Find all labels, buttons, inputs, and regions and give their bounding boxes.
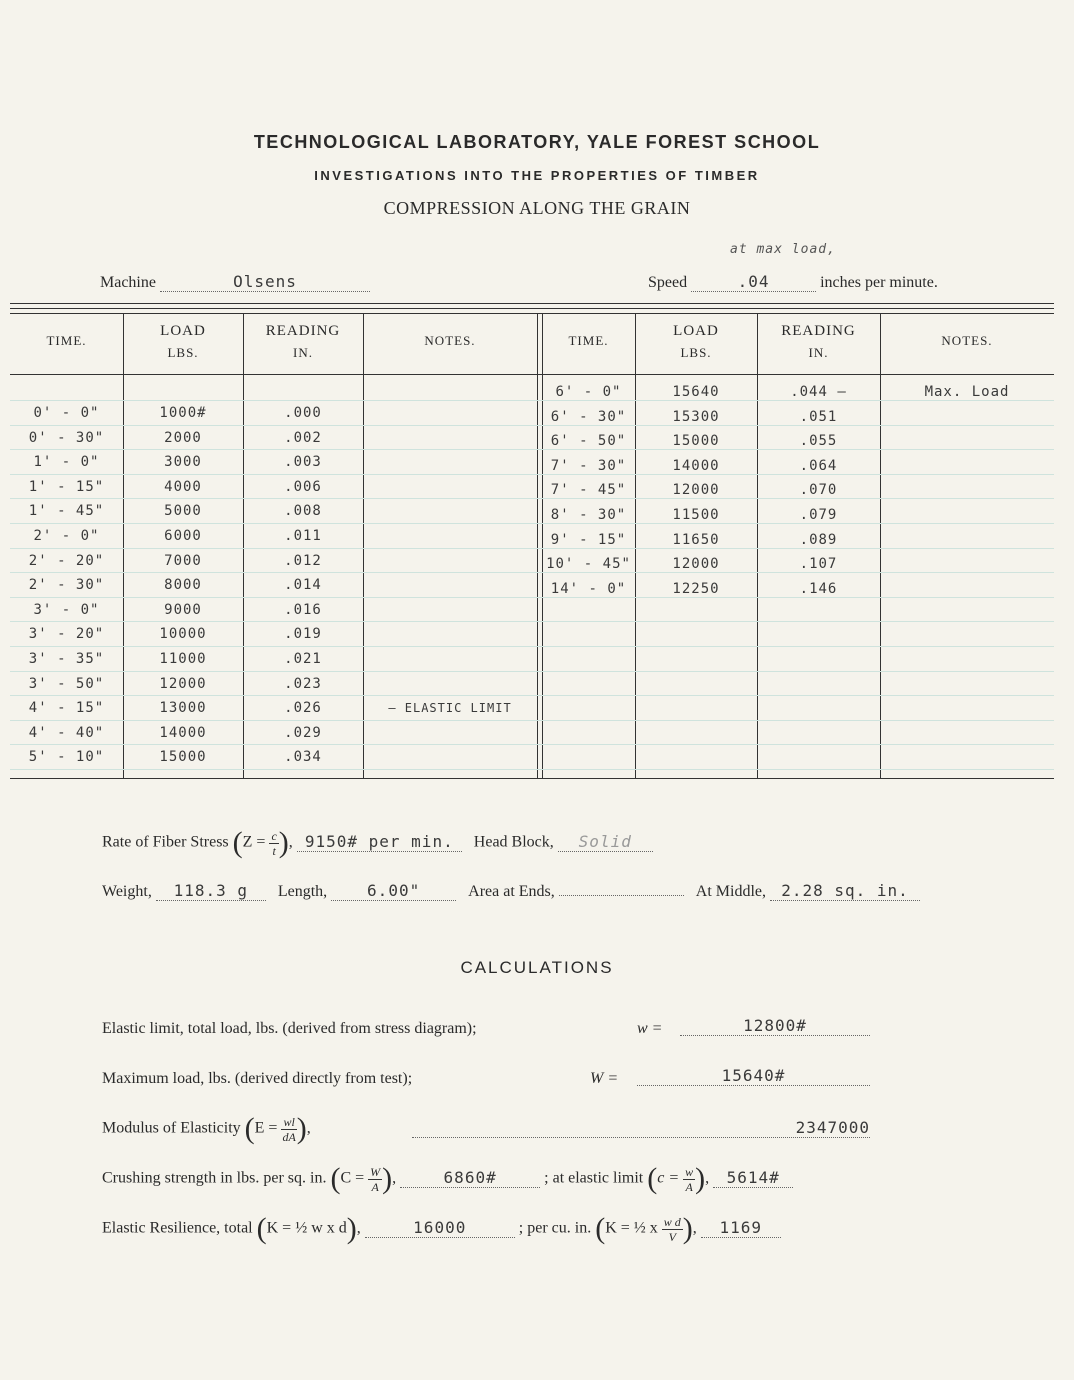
time-cell: 1' - 45" — [28, 503, 105, 520]
load-cell: 12250 — [672, 580, 720, 597]
machine-field[interactable]: Olsens — [160, 272, 370, 292]
time-cell: 6' - 0" — [555, 384, 622, 400]
header-reading-unit: IN. — [293, 345, 313, 360]
machine-label: Machine — [100, 274, 156, 291]
note-cell: Max. Load — [924, 384, 1010, 400]
time-cell: 0' - 0" — [33, 405, 100, 421]
header-load — [123, 320, 243, 364]
reading-cell: .034 — [284, 749, 322, 766]
speed-row — [648, 272, 938, 292]
area-ends-label: Area at Ends, — [468, 883, 555, 900]
load-cell: 13000 — [159, 700, 207, 717]
load-cell: 15000 — [159, 749, 207, 766]
per-cu-field[interactable]: 1169 — [701, 1218, 781, 1238]
header-reading — [243, 320, 363, 364]
max-load-label: Maximum load, lbs. (derived directly from test); — [102, 1070, 413, 1087]
speed-label: Speed — [648, 274, 688, 291]
reading-cell: .064 — [799, 457, 838, 474]
load-cell: 15640 — [672, 384, 720, 400]
resilience-formula: K = ½ w x d — [266, 1219, 347, 1237]
crushing-field[interactable]: 6860# — [400, 1168, 540, 1188]
reading-cell: .012 — [284, 552, 322, 569]
max-load-var: W = — [590, 1070, 619, 1087]
reading-cell: .002 — [284, 429, 322, 446]
reading-cell: .079 — [799, 507, 838, 523]
time-cell: 3' - 35" — [28, 651, 105, 667]
elastic-limit-label: Elastic limit, total load, lbs. (derived from stress diagram); — [102, 1020, 477, 1037]
load-cell: 9000 — [164, 601, 202, 618]
head-block-label: Head Block, — [473, 833, 554, 851]
resilience-field[interactable]: 16000 — [365, 1218, 515, 1238]
reading-cell: .070 — [799, 482, 838, 499]
reading-cell: .089 — [799, 531, 838, 548]
load-cell: 15300 — [672, 408, 720, 425]
reading-cell: .146 — [799, 580, 838, 597]
at-elastic-label: ; at elastic limit — [544, 1169, 644, 1187]
table-bottom-rule — [10, 778, 1054, 779]
header-notes: NOTES. — [424, 333, 476, 348]
max-load-row — [102, 1070, 412, 1088]
reading-cell: .107 — [799, 556, 838, 573]
load-cell: 14000 — [159, 724, 207, 741]
speed-annotation: at max load, — [730, 242, 836, 257]
weight-row — [102, 881, 920, 901]
header-time-right: TIME. — [568, 333, 609, 348]
header-load-label: LOAD — [160, 323, 206, 339]
load-cell: 7000 — [164, 552, 202, 569]
reading-cell: .051 — [799, 408, 838, 425]
time-cell: 3' - 20" — [28, 626, 105, 643]
reading-cell: .055 — [799, 433, 838, 450]
time-cell: 7' - 45" — [550, 482, 627, 499]
reading-cell: .019 — [284, 626, 322, 643]
test-name: COMPRESSION ALONG THE GRAIN — [383, 198, 691, 218]
modulus-label: Modulus of Elasticity — [102, 1119, 241, 1137]
fiber-stress-formula: Z = — [242, 833, 266, 851]
elastic-limit-field[interactable]: 12800# — [680, 1016, 870, 1036]
load-cell: 2000 — [164, 429, 202, 446]
header-reading-unit: IN. — [808, 345, 829, 360]
per-cu-formula: K = ½ x — [605, 1219, 658, 1237]
reading-cell: .011 — [284, 528, 322, 544]
header-notes-right: NOTES. — [941, 333, 993, 348]
at-elastic-formula: c = — [657, 1169, 680, 1187]
col-divider — [537, 313, 538, 779]
load-cell: 12000 — [672, 556, 720, 573]
table-header-rule — [10, 374, 1054, 375]
load-cell: 11650 — [672, 531, 720, 548]
load-cell: 14000 — [672, 457, 720, 474]
time-cell: 4' - 40" — [28, 724, 105, 741]
header-load-unit: LBS. — [680, 345, 712, 360]
modulus-field[interactable]: 2347000 — [412, 1118, 870, 1138]
page-title: TECHNOLOGICAL LABORATORY, YALE FOREST SCHOOL — [253, 132, 821, 152]
time-cell: 8' - 30" — [550, 507, 627, 523]
time-cell: 0' - 30" — [28, 429, 105, 446]
time-cell: 2' - 0" — [33, 528, 100, 544]
reading-cell: .029 — [284, 724, 322, 741]
resilience-row: Elastic Resilience, total (K = ½ w x d), 16000 ; per cu. in. (K = ½ x $\frac{\text{w d}}{V}$ ), 1169 — [102, 1212, 781, 1246]
time-cell: 2' - 30" — [28, 577, 105, 594]
time-cell: 3' - 50" — [28, 675, 105, 692]
crushing-label: Crushing strength in lbs. per sq. in. — [102, 1169, 327, 1187]
resilience-label: Elastic Resilience, total — [102, 1219, 253, 1237]
header-reading-label: READING — [781, 323, 856, 339]
page-subtitle: INVESTIGATIONS INTO THE PROPERTIES OF TIMBER — [314, 168, 760, 183]
length-field[interactable]: 6.00" — [331, 881, 456, 901]
load-cell: 15000 — [672, 433, 720, 450]
middle-field[interactable]: 2.28 sq. in. — [770, 881, 920, 901]
modulus-row: Modulus of Elasticity (E = $\frac{wl}{dA}$ ), — [102, 1112, 311, 1145]
load-cell: 1000# — [159, 405, 207, 421]
time-cell: 6' - 50" — [550, 433, 627, 450]
time-cell: 4' - 15" — [28, 700, 105, 717]
fiber-stress-field[interactable]: 9150# per min. — [297, 832, 462, 852]
reading-cell: .006 — [284, 478, 322, 495]
elastic-limit-var: w = — [637, 1020, 663, 1037]
load-cell: 11000 — [159, 651, 207, 667]
table-top-rule-3 — [10, 313, 1054, 314]
header-reading-right — [757, 320, 880, 364]
fiber-stress-row: Rate of Fiber Stress (Z = $\frac{c}{t}$ ), 9150# per min. Head Block, Solid — [102, 826, 653, 860]
load-cell: 3000 — [164, 454, 202, 471]
reading-cell: .000 — [284, 405, 322, 421]
crushing-row: Crushing strength in lbs. per sq. in. (C = $\frac{W}{A}$ ), 6860# ; at elastic limit (c = $\frac{w}{A}$ ), 5614# — [102, 1162, 793, 1196]
area-ends-field[interactable] — [559, 895, 684, 896]
machine-row — [100, 272, 370, 292]
weight-label: Weight, — [102, 883, 152, 900]
weight-field[interactable]: 118.3 g — [156, 881, 266, 901]
reading-cell: .016 — [284, 601, 322, 618]
reading-cell: .003 — [284, 454, 322, 471]
load-cell: 12000 — [159, 675, 207, 692]
elastic-limit-row — [102, 1020, 477, 1038]
load-cell: 6000 — [164, 528, 202, 544]
load-cell: 11500 — [672, 507, 720, 523]
reading-cell: .023 — [284, 675, 322, 692]
load-cell: 5000 — [164, 503, 202, 520]
table-top-rule — [10, 303, 1054, 304]
time-cell: 3' - 0" — [33, 601, 100, 618]
modulus-formula: E = — [254, 1119, 278, 1137]
time-cell: 1' - 0" — [33, 454, 100, 471]
reading-cell: .044 — — [790, 384, 847, 400]
head-block-field[interactable]: Solid — [558, 832, 653, 852]
load-cell: 4000 — [164, 478, 202, 495]
speed-unit: inches per minute. — [820, 274, 938, 291]
length-label: Length, — [277, 883, 328, 900]
load-cell: 8000 — [164, 577, 202, 594]
calculations-heading: CALCULATIONS — [460, 958, 614, 977]
reading-cell: .021 — [284, 651, 322, 667]
header-load-label: LOAD — [673, 323, 719, 339]
header-reading-label: READING — [265, 323, 341, 339]
at-elastic-field[interactable]: 5614# — [713, 1168, 793, 1188]
time-cell: 6' - 30" — [550, 408, 627, 425]
time-cell: 10' - 45" — [546, 556, 631, 573]
reading-cell: .026 — [284, 700, 322, 717]
reading-cell: .014 — [284, 577, 322, 594]
time-cell: 5' - 10" — [28, 749, 105, 766]
time-cell: 14' - 0" — [550, 580, 627, 597]
fiber-stress-label: Rate of Fiber Stress — [102, 833, 229, 851]
header-load-unit: LBS. — [167, 345, 199, 360]
time-cell: 7' - 30" — [550, 457, 627, 474]
header-load-right — [635, 320, 757, 364]
time-cell: 2' - 20" — [28, 552, 105, 569]
speed-field[interactable]: .04 — [691, 272, 816, 292]
header-time: TIME. — [46, 333, 87, 348]
time-cell: 9' - 15" — [550, 531, 627, 548]
load-cell: 10000 — [159, 626, 207, 643]
load-cell: 12000 — [672, 482, 720, 499]
note-cell: — ELASTIC LIMIT — [388, 701, 512, 716]
middle-label: At Middle, — [695, 883, 766, 900]
time-cell: 1' - 15" — [28, 478, 105, 495]
table-top-rule-2 — [10, 308, 1054, 309]
reading-cell: .008 — [284, 503, 322, 520]
crushing-formula: C = — [340, 1169, 365, 1187]
max-load-field[interactable]: 15640# — [637, 1066, 870, 1086]
per-cu-label: ; per cu. in. — [518, 1219, 592, 1237]
